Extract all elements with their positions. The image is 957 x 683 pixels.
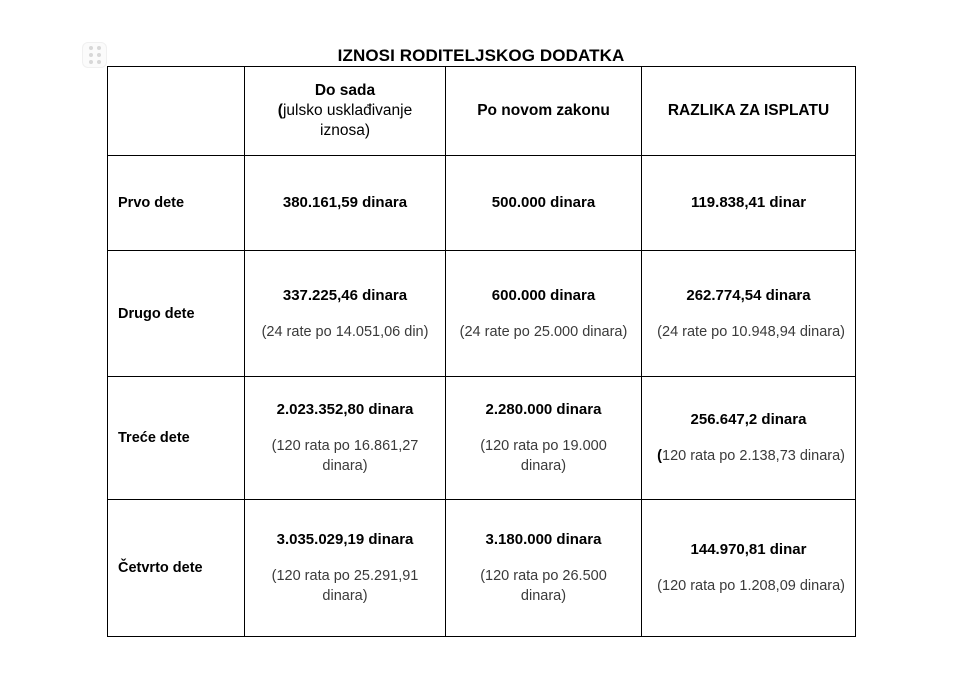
difference-note-text: 120 rata po 2.138,73 dinara) bbox=[662, 448, 845, 464]
new-law-note: (120 rata po 26.500 dinara) bbox=[480, 568, 607, 604]
header-difference-label: RAZLIKA ZA ISPLATU bbox=[667, 102, 830, 119]
difference-amount: 262.774,54 dinara bbox=[686, 286, 811, 304]
cell-new-law bbox=[446, 156, 642, 251]
cell-difference bbox=[642, 500, 856, 637]
new-law-amount: 3.180.000 dinara bbox=[485, 531, 602, 548]
cell-difference bbox=[642, 156, 856, 251]
new-law-amount: 600.000 dinara bbox=[491, 286, 596, 304]
difference-amount: 144.970,81 dinar bbox=[690, 541, 807, 558]
difference-note bbox=[652, 446, 845, 466]
cell-before bbox=[245, 377, 446, 500]
row-label-cell bbox=[108, 251, 245, 377]
cell-new-law bbox=[446, 500, 642, 637]
row-label: Treće dete bbox=[118, 430, 190, 446]
page-title: IZNOSI RODITELJSKOG DODATKA bbox=[337, 46, 625, 65]
difference-amount: 256.647,2 dinara bbox=[690, 411, 807, 428]
row-label-cell bbox=[108, 156, 245, 251]
cell-new-law bbox=[446, 251, 642, 377]
header-before-note: julsko usklađivanje iznosa) bbox=[282, 102, 413, 139]
header-cell-label bbox=[108, 67, 245, 156]
before-amount: 2.023.352,80 dinara bbox=[276, 401, 414, 418]
header-cell-new-law bbox=[446, 67, 642, 156]
cell-new-law bbox=[446, 377, 642, 500]
new-law-note: (24 rate po 25.000 dinara) bbox=[459, 323, 628, 340]
cell-difference bbox=[642, 251, 856, 377]
table-header-row bbox=[108, 67, 856, 156]
header-cell-difference bbox=[642, 67, 856, 156]
table-row bbox=[108, 156, 856, 251]
cell-difference bbox=[642, 377, 856, 500]
before-amount: 3.035.029,19 dinara bbox=[276, 531, 414, 548]
header-cell-before bbox=[245, 67, 446, 156]
drag-handle[interactable] bbox=[82, 42, 107, 68]
new-law-amount: 2.280.000 dinara bbox=[485, 401, 602, 418]
row-label-cell bbox=[108, 377, 245, 500]
row-label-cell bbox=[108, 500, 245, 637]
amounts-table bbox=[107, 66, 856, 637]
drag-handle-dots-icon bbox=[89, 46, 101, 64]
row-label: Četvrto dete bbox=[118, 560, 203, 576]
before-note: (24 rate po 14.051,06 din) bbox=[261, 323, 429, 340]
difference-note-paren: ( bbox=[657, 448, 662, 464]
header-before-paren: ( bbox=[277, 102, 283, 119]
difference-note: (120 rata po 1.208,09 dinara) bbox=[657, 578, 845, 594]
new-law-amount: 500.000 dinara bbox=[491, 194, 596, 211]
difference-amount: 119.838,41 dinar bbox=[690, 194, 807, 211]
before-note: (120 rata po 16.861,27 dinara) bbox=[271, 438, 419, 474]
header-before-main: Do sada bbox=[314, 82, 376, 99]
table-row bbox=[108, 500, 856, 637]
table-row bbox=[108, 377, 856, 500]
cell-before bbox=[245, 500, 446, 637]
header-new-law-label: Po novom zakonu bbox=[477, 102, 610, 119]
row-label: Prvo dete bbox=[118, 195, 185, 211]
new-law-note: (120 rata po 19.000 dinara) bbox=[480, 438, 607, 474]
row-label: Drugo dete bbox=[118, 305, 195, 322]
cell-before bbox=[245, 156, 446, 251]
before-amount: 337.225,46 dinara bbox=[282, 286, 408, 304]
table-row bbox=[108, 251, 856, 377]
cell-before bbox=[245, 251, 446, 377]
before-amount: 380.161,59 dinara bbox=[282, 194, 408, 211]
before-note: (120 rata po 25.291,91 dinara) bbox=[271, 568, 419, 604]
difference-note: (24 rate po 10.948,94 dinara) bbox=[657, 323, 845, 340]
